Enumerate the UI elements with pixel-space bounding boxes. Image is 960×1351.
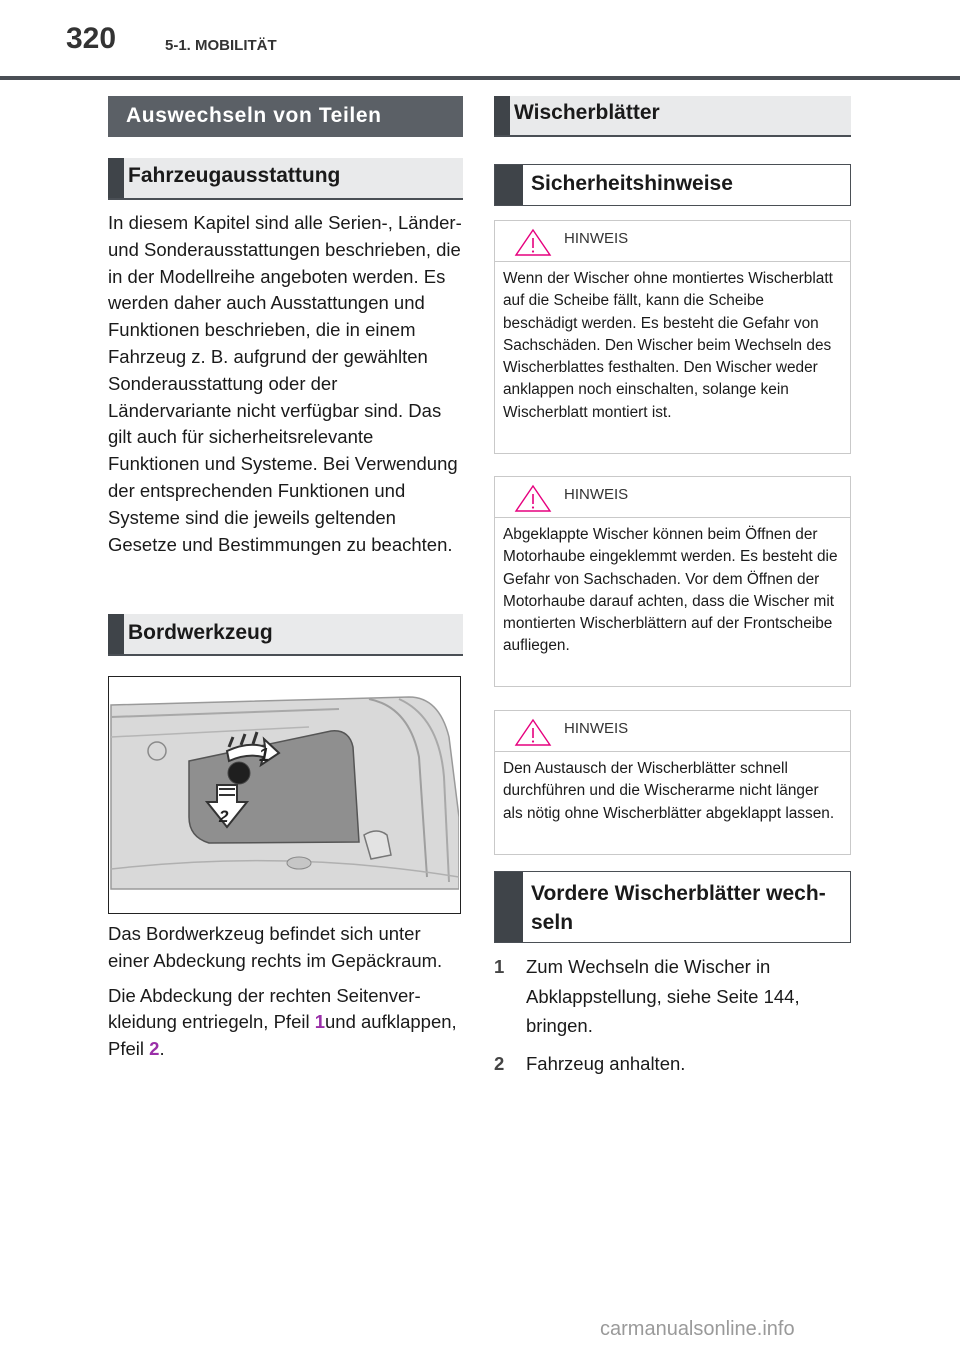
note-label: HINWEIS [564,230,629,247]
bordwerkzeug-text-1: Das Bordwerkzeug befindet sich unter einer Abdeckung rechts im Gepäckraum. [108,923,443,971]
step-number: 1 [494,956,505,977]
note-box-2 [494,476,851,687]
heading-accent-bar [495,165,523,205]
note-header [495,221,850,262]
note-header [495,711,850,752]
arrow-1-label: 1 [259,745,270,765]
bordwerkzeug-text-2a: Die Abdeckung der rechten Seitenverkleidung entriegeln, Pfeil [108,984,421,1033]
note-header [495,477,850,518]
heading-auswechseln-text: Auswechseln von Teilen [126,104,382,127]
arrow-2-label: 2 [219,807,229,826]
heading-sicherheitshinweise [494,164,851,206]
arrow-1-reference: 1 [314,1011,326,1033]
note-text: Abgeklappte Wischer können beim Öffnen der Motorhaube eingeklemmt werden. Es besteht die Gefahr von Sachschaden. Vor dem Öffnen der Motorhaube darauf achten, dass die Wischer mit montierten Wischerblättern auf der Frontscheibe aufliegen. [503,526,838,655]
heading-accent-bar [495,872,523,942]
note-label: HINWEIS [564,486,629,503]
heading-fahrzeugausstattung-text: Fahrzeugausstattung [128,164,341,187]
arrow-2-reference: 2 [149,1038,160,1060]
heading-bordwerkzeug-text: Bordwerkzeug [128,621,273,644]
note-label: HINWEIS [564,720,629,737]
bordwerkzeug-text-2b: und aufklappen, Pfeil [108,1011,457,1060]
step-text: Fahrzeug anhalten. [526,1053,686,1074]
heading-vordere-wischerblaetter [494,871,851,943]
page-number: 320 [66,22,117,55]
heading-wischerblaetter-text: Wischerblätter [514,101,660,124]
trunk-cover-drawing [109,677,459,912]
watermark: carmanualsonline.info [600,1318,795,1340]
step-text: Zum Wechseln die Wischer in Abklappstellung, siehe Seite 144, bringen. [526,956,800,1036]
heading-wischerblaetter [494,96,851,137]
heading-fahrzeugausstattung [108,158,463,200]
heading-vordere-wischerblaetter-text: Vordere Wischerblätter wechseln [531,882,826,934]
warning-triangle-icon [513,717,553,747]
note-box-3 [494,710,851,855]
bordwerkzeug-text-2 [108,983,464,1063]
heading-accent-bar [494,96,510,135]
warning-triangle-icon [513,483,553,513]
heading-sicherheitshinweise-text: Sicherheitshinweise [531,172,733,195]
note-text: Wenn der Wischer ohne montiertes Wischerblatt auf die Scheibe fällt, kann die Scheibe beschädigt werden. Es besteht die Gefahr von Sachschäden. Den Wischer beim Wechseln des Wischerblattes festhalten. Den Wischer weder anklappen noch einschalten, solange kein Wischerblatt montiert ist. [503,270,833,421]
trunk-illustration [108,676,461,914]
heading-auswechseln [108,96,463,137]
heading-accent-bar [108,158,124,198]
heading-accent-bar [108,614,124,654]
bordwerkzeug-text-2c: . [159,1038,165,1060]
heading-bordwerkzeug [108,614,463,656]
paragraph-bordwerkzeug [108,921,464,1063]
warning-triangle-icon [513,227,553,257]
header-rule [0,76,960,80]
paragraph-fahrzeugausstattung [108,210,464,558]
step-number: 2 [494,1053,505,1074]
note-text: Den Austausch der Wischerblätter schnell durchführen und die Wischerarme nicht länger als nötig ohne Wischerblätter abgeklappt lassen. [503,760,835,822]
paragraph-fahrzeugausstattung-text: In diesem Kapitel sind alle Serien-, Länder- und Sonderausstattungen beschrieben, die in der Modellreihe angeboten werden. Es werden daher auch Ausstattungen und Funktionen beschrieben, die in einem Fahrzeug z. B. aufgrund der gewählten Sonderausstattung oder der Ländervariante nicht verfügbar sind. Das gilt auch für sicherheitsrelevante Funktionen und Systeme. Bei Verwendung der entsprechenden Funktionen und Systeme sind die jeweils geltenden Gesetze und Bestimmungen zu beachten. [108,212,462,555]
note-box-1 [494,220,851,454]
chapter-title: 5-1. MOBILITÄT [165,37,277,54]
page-header [0,0,960,80]
